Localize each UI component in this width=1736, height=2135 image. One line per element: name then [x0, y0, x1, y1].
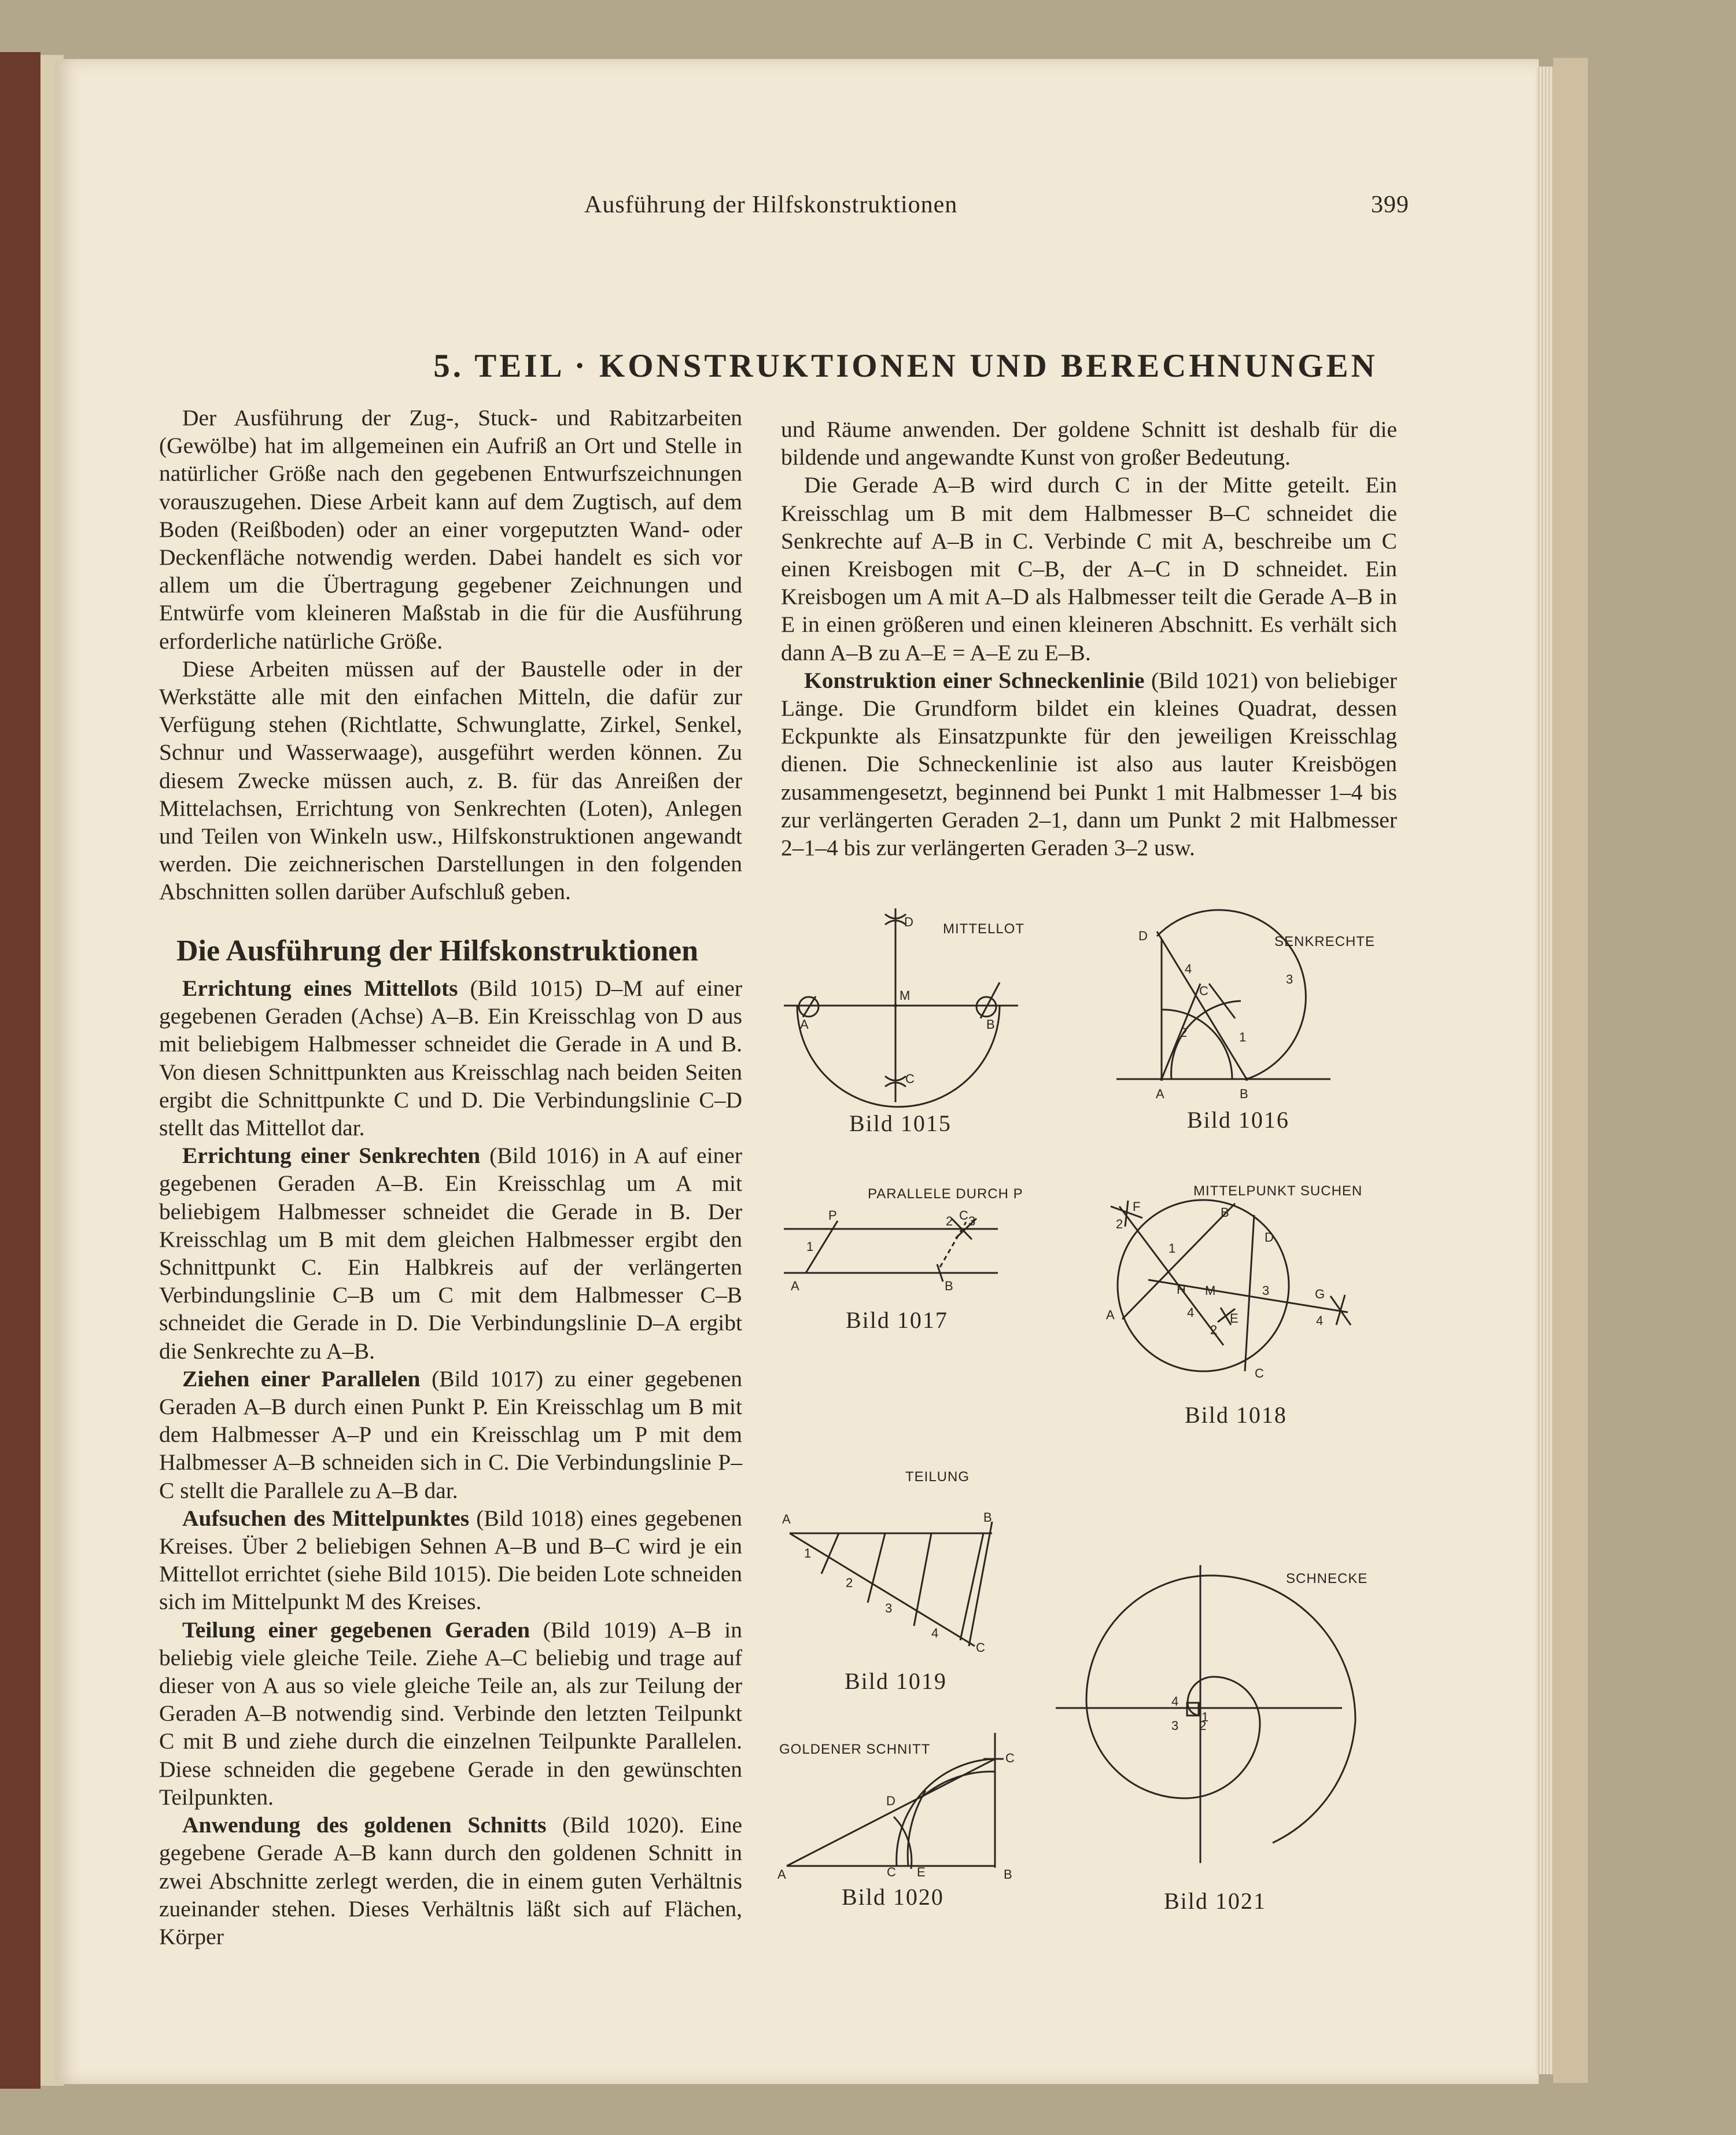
label-b: B: [986, 1017, 995, 1032]
label-b: B: [1240, 1087, 1248, 1101]
label-a: A: [777, 1867, 786, 1882]
figure-1018-drawing: [1111, 1200, 1351, 1371]
paragraph: Anwendung des goldenen Schnitts (Bild 1020). Eine gegebene Gerade A–B kann durch den goldenen Schnitt in zwei Abschnitte zerlegt werden, die in einem guten Verhältnis zueinander stehen. Dieses Verhältnis läßt sich auf Flächen, Körper: [159, 1812, 742, 1949]
label-d: D: [904, 915, 913, 929]
paragraph: und Räume anwenden. Der goldene Schnitt ist deshalb für die bildende und angewandte Kunst von großer Bedeutung.: [781, 417, 1397, 470]
label-4: 4: [1316, 1313, 1324, 1328]
paragraph-heading: Anwendung des goldenen Schnitts: [182, 1812, 547, 1838]
label-1: 1: [1239, 1030, 1247, 1044]
label-2: 2: [1116, 1217, 1123, 1231]
paragraph: Errichtung eines Mittellots (Bild 1015) D–M auf einer gegebenen Geraden (Achse) A–B. Ein Kreisschlag von D aus mit beliebigem Halbmesser schneidet die Gerade in A und B. Von diesen Schnittpunkten aus Kreisschlag nach beiden Seiten ergibt die Schnittpunkte C und D. Die Verbindungslinie C–D stellt das Mittellot dar.: [159, 976, 742, 1141]
paragraph: Ziehen einer Parallelen (Bild 1017) zu einer gegebenen Geraden A–B durch einen Punkt P. Ein Kreisschlag um B mit dem Halbmesser A–P und ein Kreisschlag um P mit dem Halbmesser A–B schneiden sich in C. Die Verbindungslinie P–C stellt die Parallele zu A–B dar.: [159, 1365, 742, 1503]
label-1: 1: [804, 1546, 812, 1560]
label-4: 4: [1185, 962, 1192, 976]
label-h: H: [1177, 1282, 1186, 1297]
paragraph: Der Ausführung der Zug-, Stuck- und Rabitzarbeiten (Gewölbe) hat im allgemeinen ein Aufriß an Ort und Stelle in natürlicher Größe nach den gegebenen Entwurfszeichnungen vorauszugehen. Diese Arbeit kann auf dem Zugtisch, auf dem Boden (Reißboden) oder an einer vorgeputzten Wand- oder Deckenfläche notwendig werden. Dabei handelt es sich vor allem um die Übertragung gegebener Zeichnungen und Entwürfe vom kleineren Maßstab in die für die Ausführung erforderliche natürliche Größe.: [159, 405, 742, 654]
page-number: 399: [1371, 192, 1409, 218]
paragraph-heading: Konstruktion einer Schneckenlinie: [804, 667, 1145, 693]
label-a: A: [782, 1512, 791, 1526]
paragraph-heading: Teilung einer gegebenen Geraden: [182, 1617, 530, 1643]
label-g: G: [1315, 1287, 1325, 1301]
label-3: 3: [1262, 1283, 1270, 1298]
section-title: Die Ausführung der Hilfskonstruktionen: [176, 934, 699, 967]
paragraph-heading: Errichtung einer Senkrechten: [182, 1143, 481, 1169]
caption-1021: Bild 1021: [1164, 1888, 1266, 1914]
figure-1021-title: SCHNECKE: [1286, 1571, 1368, 1586]
label-4: 4: [1171, 1694, 1179, 1709]
caption-1016: Bild 1016: [1187, 1107, 1289, 1133]
label-c: C: [976, 1640, 985, 1655]
label-f: F: [1133, 1199, 1141, 1214]
paragraph-heading: Aufsuchen des Mittelpunktes: [182, 1505, 470, 1531]
label-4: 4: [1187, 1305, 1195, 1320]
label-b: B: [1004, 1867, 1012, 1882]
label-2: 2: [846, 1576, 853, 1590]
label-1: 1: [806, 1239, 814, 1254]
label-1: 1: [1201, 1710, 1209, 1724]
label-3: 3: [885, 1601, 893, 1615]
label-e: E: [917, 1865, 926, 1879]
label-c: C: [887, 1865, 896, 1879]
figure-1020-title: GOLDENER SCHNITT: [779, 1742, 931, 1757]
paragraph: Die Gerade A–B wird durch C in der Mitte geteilt. Ein Kreisschlag um B mit dem Halbmesser B–C schneidet die Senkrechte auf A–B in C. Verbinde C mit A, beschreibe um C einen Kreisbogen mit C–B, der A–C in D schneidet. Ein Kreisbogen um A mit A–D als Halbmesser teilt die Gerade A–B in E in einen größeren und einen kleineren Abschnitt. Es verhält sich dann A–B zu A–E = A–E zu E–B.: [781, 472, 1397, 665]
label-c: C: [905, 1072, 915, 1086]
paragraph: Errichtung einer Senkrechten (Bild 1016) in A auf einer gegebenen Geraden A–B. Ein Kreisschlag um A mit beliebigem Halbmesser schneidet die Gerade in B. Der Kreisschlag um B mit dem gleichen Halbmesser ergibt den Schnittpunkt C. Ein Halbkreis auf der verlängerten Verbindungslinie C–B um C mit dem Halbmesser C–B schneidet die Gerade in D. Die Verbindungslinie D–A ergibt die Senkrechte zu A–B.: [159, 1143, 742, 1364]
label-p: P: [828, 1208, 837, 1223]
paragraph: Konstruktion einer Schneckenlinie (Bild 1021) von beliebiger Länge. Die Grundform bildet ein kleines Quadrat, dessen Eckpunkte als Einsatzpunkte für den jeweiligen Kreisschlag dienen. Die Schneckenlinie ist also aus lauter Kreisbögen zusammengesetzt, beginnend bei Punkt 1 mit Halbmesser 1–4 bis zur verlängerten Geraden 2–1, dann um Punkt 2 mit Halbmesser 2–1–4 bis zur verlängerten Geraden 3–2 usw.: [781, 667, 1398, 861]
label-c: C: [1199, 984, 1208, 998]
caption-1017: Bild 1017: [846, 1307, 948, 1333]
label-2: 2: [1199, 1718, 1207, 1733]
label-m: M: [900, 988, 911, 1003]
label-3: 3: [968, 1214, 976, 1228]
label-2: 2: [1210, 1323, 1218, 1337]
caption-1015: Bild 1015: [849, 1110, 952, 1136]
caption-1018: Bild 1018: [1185, 1402, 1287, 1428]
paragraph: Aufsuchen des Mittelpunktes (Bild 1018) eines gegebenen Kreises. Über 2 beliebigen Sehnen A–B und B–C wird je ein Mittellot errichtet (siehe Bild 1015). Die beiden Lote schneiden sich im Mittelpunkt M des Kreises.: [159, 1505, 742, 1615]
label-m: M: [1205, 1283, 1216, 1298]
figure-1017-drawing: [784, 1219, 998, 1282]
caption-1020: Bild 1020: [842, 1884, 944, 1910]
label-a: A: [791, 1279, 799, 1293]
label-1: 1: [1169, 1241, 1176, 1256]
label-d: D: [1138, 929, 1148, 943]
part-title: 5. TEIL · KONSTRUKTIONEN UND BERECHNUNGEN: [433, 348, 1378, 384]
label-2: 2: [1180, 1025, 1188, 1040]
label-2: 2: [946, 1214, 953, 1228]
paragraph-heading: Ziehen einer Parallelen: [182, 1365, 421, 1392]
figure-1019-drawing: [790, 1522, 992, 1646]
label-b: B: [1221, 1205, 1229, 1220]
label-a: A: [800, 1017, 809, 1032]
label-c: C: [1005, 1751, 1015, 1765]
figure-1019-title: TEILUNG: [905, 1469, 970, 1485]
label-a: A: [1106, 1308, 1115, 1322]
label-c: C: [1255, 1366, 1264, 1381]
figure-1015-drawing: [784, 908, 1018, 1107]
figure-1017-title: PARALLELE DURCH P: [868, 1186, 1023, 1202]
label-e: E: [1230, 1311, 1239, 1326]
label-3: 3: [1286, 972, 1293, 986]
caption-1019: Bild 1019: [845, 1668, 947, 1694]
label-b: B: [945, 1279, 953, 1293]
label-4: 4: [931, 1626, 939, 1640]
paragraph: Diese Arbeiten müssen auf der Baustelle oder in der Werkstätte alle mit den einfachen Mitteln, die dafür zur Verfügung stehen (Richtlatte, Schwunglatte, Zirkel, Senkel, Schnur und Wasserwaage), ausgeführt werden können. Zu diesem Zwecke müssen auch, z. B. für das Anreißen der Mittelachsen, Errichtung von Senkrechten (Loten), Anlegen und Teilen von Winkeln usw., Hilfskonstruktionen angewandt werden. Die zeichnerischen Darstellungen in den folgenden Abschnitten sollen darüber Aufschluß geben.: [159, 656, 742, 905]
paragraph-heading: Errichtung eines Mittellots: [182, 976, 458, 1001]
figure-1018-title: MITTELPUNKT SUCHEN: [1193, 1183, 1363, 1199]
figure-1015-title: MITTELLOT: [943, 921, 1025, 937]
running-title: Ausführung der Hilfskonstruktionen: [584, 192, 958, 218]
label-3: 3: [1171, 1718, 1179, 1733]
label-a: A: [1156, 1087, 1164, 1101]
label-d: D: [1265, 1230, 1274, 1245]
figure-1016-title: SENKRECHTE: [1274, 934, 1376, 949]
label-d: D: [886, 1794, 895, 1808]
label-b: B: [983, 1510, 992, 1525]
paragraph: Teilung einer gegebenen Geraden (Bild 1019) A–B in beliebig viele gleiche Teile. Ziehe A–C beliebig und trage auf dieser von A aus so viele gleiche Teile an, als zur Teilung der Geraden A–B notwendig sind. Verbinde den letzten Teilpunkt C mit B und ziehe durch die einzelnen Teilpunkte Parallelen. Diese schneiden die gegebene Gerade in den gewünschten Teilpunkten.: [159, 1617, 742, 1810]
label-c: C: [959, 1208, 968, 1223]
